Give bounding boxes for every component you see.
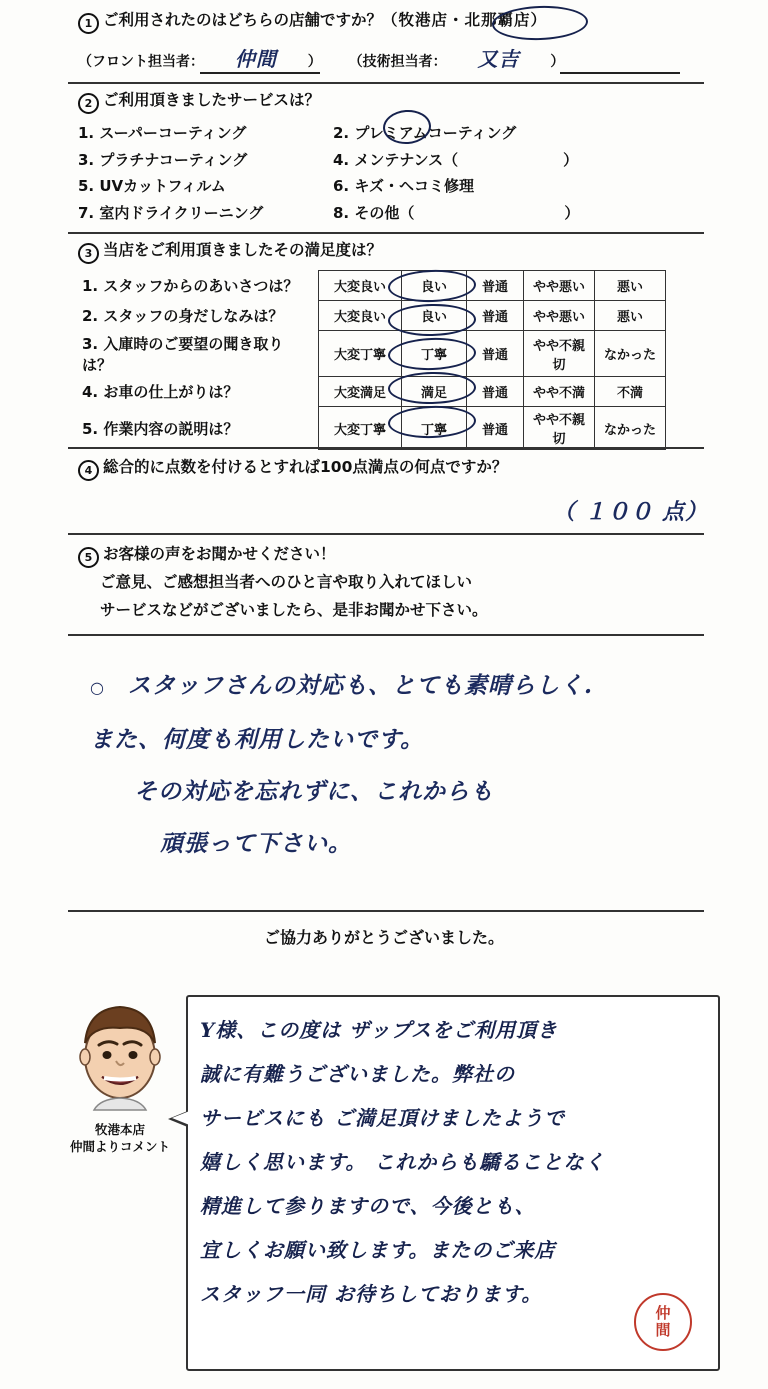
sat-row-1-choice-1[interactable]: 大変良い (319, 271, 402, 301)
sat-row-2-choice-4[interactable]: やや悪い (524, 301, 595, 331)
sat-row-1-label: 1. スタッフからのあいさつは？ (82, 277, 299, 295)
question-4-answer: （ １００ 点） (552, 499, 708, 525)
question-5-number: 5 (78, 547, 99, 568)
question-1 (78, 8, 738, 34)
staff-comment-line-7: スタッフ一同 お待ちしております。 (200, 1282, 543, 1306)
sat-row-2-choice-5[interactable]: 悪い (595, 301, 666, 331)
question-2 (78, 88, 738, 226)
comment-line-3: その対応を忘れずに、これからも (134, 778, 494, 805)
thanks-text: ご協力ありがとうございました。 (263, 928, 504, 947)
sat-row-2-choice-2[interactable]: 良い (402, 301, 467, 331)
table-row (78, 377, 666, 407)
staff-caption-line-1: 牧港本店 (94, 1122, 145, 1137)
sat-row-4-choice-4[interactable]: やや不満 (524, 377, 595, 407)
sat-row-4-choice-5[interactable]: 不満 (595, 377, 666, 407)
sat-row-5-choice-4[interactable]: やや不親切 (524, 407, 595, 450)
divider-6 (68, 910, 704, 912)
staff-comment-line-6: 宜しくお願い致します。またのご来店 (200, 1238, 556, 1262)
question-1-number: 1 (78, 13, 99, 34)
table-row (78, 331, 666, 377)
question-4-text: 総合的に点数を付けるとすれば100点満点の何点ですか？ (103, 458, 508, 476)
question-4-number: 4 (78, 460, 99, 481)
sat-row-3-choice-4[interactable]: やや不親切 (524, 331, 595, 377)
staff-comment-line-3: サービスにも ご満足頂けましたようで (200, 1106, 565, 1130)
divider-4 (68, 533, 704, 535)
staff-face-icon (66, 995, 174, 1115)
sat-row-2-choice-3[interactable]: 普通 (467, 301, 524, 331)
hanko-line-1: 仲 (655, 1304, 671, 1322)
sat-row-2-choice-1[interactable]: 大変良い (319, 301, 402, 331)
service-option-1[interactable]: 1. スーパーコーティング (78, 124, 247, 142)
sat-row-5-choice-2[interactable]: 丁寧 (402, 407, 467, 450)
tech-staff-close: ） (550, 54, 565, 70)
question-2-number: 2 (78, 93, 99, 114)
question-5-line-2: ご意見、ご感想担当者へのひと言や取り入れてほしい (100, 573, 473, 591)
sat-row-1-choice-3[interactable]: 普通 (467, 271, 524, 301)
question-5 (78, 540, 748, 624)
sat-row-3-choice-5[interactable]: なかった (595, 331, 666, 377)
sat-row-3-label: 3. 入庫時のご要望の聞き取りは？ (82, 334, 284, 374)
service-option-8[interactable]: 8. その他（ ） (333, 203, 580, 222)
staff-comment-line-4: 嬉しく思います。 これからも驕ることなく (200, 1150, 606, 1174)
service-option-5[interactable]: 5. UVカットフィルム (78, 177, 226, 195)
service-option-6[interactable]: 6. キズ・ヘコミ修理 (333, 177, 475, 195)
sat-row-4-label: 4. お車の仕上がりは？ (82, 383, 239, 401)
table-row (78, 301, 666, 331)
staff-caption (55, 1121, 185, 1155)
tech-staff-label: （技術担当者： (348, 54, 447, 70)
sat-row-4-choice-3[interactable]: 普通 (467, 377, 524, 407)
tech-staff-underline (560, 72, 680, 74)
sat-row-1-choice-4[interactable]: やや悪い (524, 271, 595, 301)
front-staff-underline (200, 72, 320, 74)
service-option-3[interactable]: 3. プラチナコーティング (78, 150, 248, 169)
sat-row-5-choice-5[interactable]: なかった (595, 407, 666, 450)
question-3-text: 当店をご利用頂きましたその満足度は？ (103, 241, 383, 259)
divider-1 (68, 82, 704, 84)
question-5-line-3: サービスなどがございましたら、是非お聞かせ下さい。 (100, 601, 488, 619)
speech-pointer-fill (172, 1110, 192, 1126)
question-3-number: 3 (78, 243, 99, 264)
divider-2 (68, 232, 704, 234)
staff-avatar-block (55, 995, 185, 1155)
service-option-7[interactable]: 7. 室内ドライクリーニング (78, 203, 264, 222)
sat-row-4-choice-2[interactable]: 満足 (402, 377, 467, 407)
divider-3 (68, 447, 704, 449)
question-1-staff-row (78, 43, 738, 72)
staff-comment-line-5: 精進して参りますので、今後とも、 (200, 1194, 536, 1218)
sat-row-5-choice-1[interactable]: 大変丁寧 (319, 407, 402, 450)
avatar (66, 995, 174, 1115)
comment-bullet: ○ (90, 678, 105, 697)
question-1-store-options: （牧港店・北那覇店） (382, 11, 548, 29)
sat-row-5-choice-3[interactable]: 普通 (467, 407, 524, 450)
sat-row-3-choice-1[interactable]: 大変丁寧 (319, 331, 402, 377)
question-4 (78, 455, 748, 526)
question-2-text: ご利用頂きましたサービスは？ (103, 91, 321, 109)
front-staff-close: ） (307, 54, 322, 70)
tech-staff-value: 又吉 (477, 47, 520, 71)
staff-caption-line-2: 仲間よりコメント (69, 1139, 170, 1154)
table-row (78, 271, 666, 301)
sat-row-5-label: 5. 作業内容の説明は？ (82, 419, 239, 438)
staff-comment-line-2: 誠に有難うございました。弊社の (200, 1062, 515, 1086)
divider-5 (68, 634, 704, 636)
sat-row-1-choice-5[interactable]: 悪い (595, 271, 666, 301)
table-row (78, 407, 666, 450)
sat-row-2-label: 2. スタッフの身だしなみは？ (82, 307, 284, 325)
comment-line-4: 頑張って下さい。 (160, 830, 352, 857)
service-option-4[interactable]: 4. メンテナンス（ ） (333, 150, 579, 169)
comment-line-2: また、何度も利用したいです。 (90, 726, 425, 753)
sat-row-3-choice-2[interactable]: 丁寧 (402, 331, 467, 377)
customer-comment (90, 660, 710, 870)
comment-line-1: スタッフさんの対応も、とても素晴らしく. (127, 672, 593, 699)
staff-comment-text (200, 1008, 710, 1316)
question-5-text: お客様の声をお聞かせください！ (103, 545, 336, 563)
service-option-2[interactable]: 2. プレミアムコーティング (333, 124, 517, 142)
satisfaction-table (78, 270, 666, 450)
staff-comment-line-1: Y様、この度は ザップスをご利用頂き (200, 1018, 559, 1042)
hanko-line-2: 間 (655, 1321, 671, 1339)
sat-row-3-choice-3[interactable]: 普通 (467, 331, 524, 377)
sat-row-1-choice-2[interactable]: 良い (402, 271, 467, 301)
front-staff-label: （フロント担当者： (78, 54, 204, 70)
sat-row-4-choice-1[interactable]: 大変満足 (319, 377, 402, 407)
front-staff-value: 仲間 (234, 47, 277, 71)
question-1-text: ご利用されたのはどちらの店舗ですか？ (103, 11, 383, 29)
